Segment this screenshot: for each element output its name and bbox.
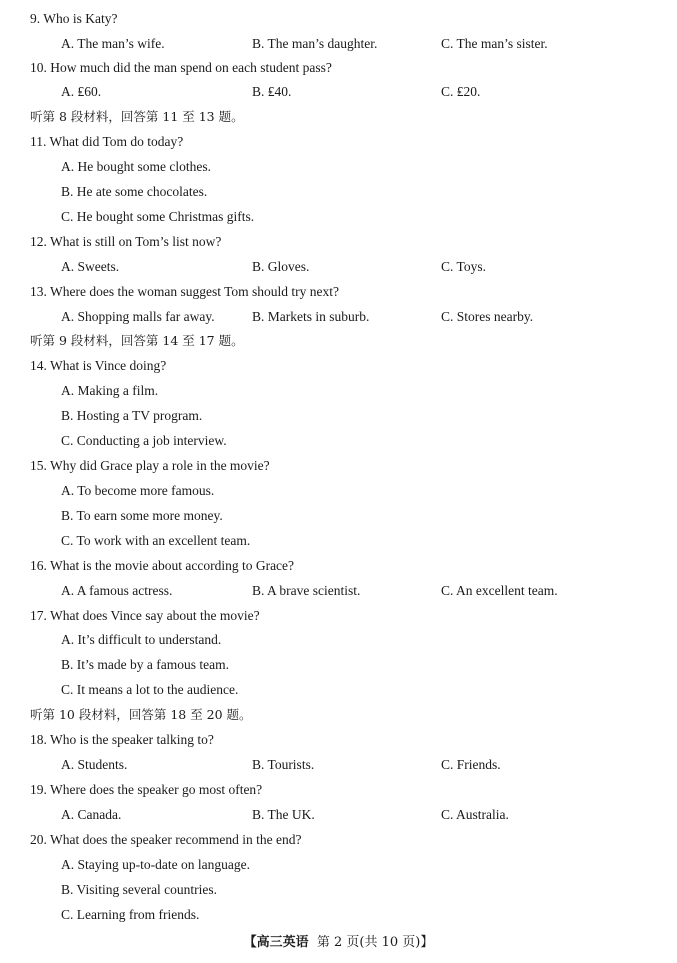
- question-13-options: [0, 304, 677, 329]
- option-b: B. He ate some chocolates.: [61, 184, 208, 199]
- option-a: A. Students.: [61, 757, 128, 772]
- option-b: B. Hosting a TV program.: [61, 408, 203, 423]
- option-c: C. Stores nearby.: [441, 309, 534, 324]
- question-12: 12. What is still on Tom’s list now?: [30, 234, 222, 249]
- footer-page-number: 第 2 页(共 10 页)】: [316, 935, 434, 950]
- question-12-options: [0, 254, 677, 279]
- option-c: C. Toys.: [441, 259, 486, 274]
- question-18-options: [0, 752, 677, 777]
- option-b: B. Tourists.: [252, 757, 315, 772]
- question-18: 18. Who is the speaker talking to?: [30, 732, 214, 747]
- question-19-options: [0, 802, 677, 827]
- option-b: B. To earn some more money.: [61, 508, 223, 523]
- footer-subject: 【高三英语: [243, 935, 309, 950]
- option-c: C. Conducting a job interview.: [61, 433, 227, 448]
- question-17: 17. What does Vince say about the movie?: [30, 608, 260, 623]
- question-19: 19. Where does the speaker go most often?: [30, 782, 263, 797]
- option-a: A. Making a film.: [61, 383, 159, 398]
- option-c: C. Learning from friends.: [61, 907, 200, 922]
- option-a: A. To become more famous.: [61, 483, 215, 498]
- option-b: B. The UK.: [252, 807, 315, 822]
- page-footer: [0, 931, 677, 950]
- section-heading-8: 听第 8 段材料，回答第 11 至 13 题。: [30, 109, 244, 124]
- option-b: B. It’s made by a famous team.: [61, 657, 229, 672]
- option-a: A. It’s difficult to understand.: [61, 632, 222, 647]
- option-b: B. Gloves.: [252, 259, 310, 274]
- option-c: C. ₤20.: [441, 84, 481, 99]
- section-heading-9: 听第 9 段材料，回答第 14 至 17 题。: [30, 333, 244, 348]
- option-c: C. He bought some Christmas gifts.: [61, 209, 255, 224]
- option-a: A. A famous actress.: [61, 583, 173, 598]
- option-a: A. Canada.: [61, 807, 122, 822]
- option-a: A. He bought some clothes.: [61, 159, 211, 174]
- option-c: C. The man’s sister.: [441, 36, 548, 51]
- option-b: B. The man’s daughter.: [252, 36, 378, 51]
- question-16: 16. What is the movie about according to Grace?: [30, 558, 295, 573]
- question-10: 10. How much did the man spend on each student pass?: [30, 60, 332, 75]
- option-b: B. Markets in suburb.: [252, 309, 370, 324]
- option-a: A. Sweets.: [61, 259, 120, 274]
- question-9-options: [0, 31, 677, 56]
- option-c: C. An excellent team.: [441, 583, 558, 598]
- option-a: A. ₤60.: [61, 84, 102, 99]
- question-11: 11. What did Tom do today?: [30, 134, 184, 149]
- option-c: C. To work with an excellent team.: [61, 533, 251, 548]
- question-16-options: [0, 578, 677, 603]
- question-9: 9. Who is Katy?: [30, 11, 118, 26]
- question-20: 20. What does the speaker recommend in the end?: [30, 832, 302, 847]
- option-b: B. ₤40.: [252, 84, 292, 99]
- question-10-options: [0, 79, 677, 104]
- option-a: A. Staying up-to-date on language.: [61, 857, 250, 872]
- question-13: 13. Where does the woman suggest Tom should try next?: [30, 284, 340, 299]
- option-c: C. It means a lot to the audience.: [61, 682, 239, 697]
- option-c: C. Australia.: [441, 807, 509, 822]
- option-c: C. Friends.: [441, 757, 501, 772]
- option-a: A. Shopping malls far away.: [61, 309, 215, 324]
- option-b: B. A brave scientist.: [252, 583, 361, 598]
- question-14: 14. What is Vince doing?: [30, 358, 167, 373]
- section-heading-10: 听第 10 段材料，回答第 18 至 20 题。: [30, 707, 252, 722]
- option-a: A. The man’s wife.: [61, 36, 165, 51]
- option-b: B. Visiting several countries.: [61, 882, 218, 897]
- question-15: 15. Why did Grace play a role in the movie?: [30, 458, 270, 473]
